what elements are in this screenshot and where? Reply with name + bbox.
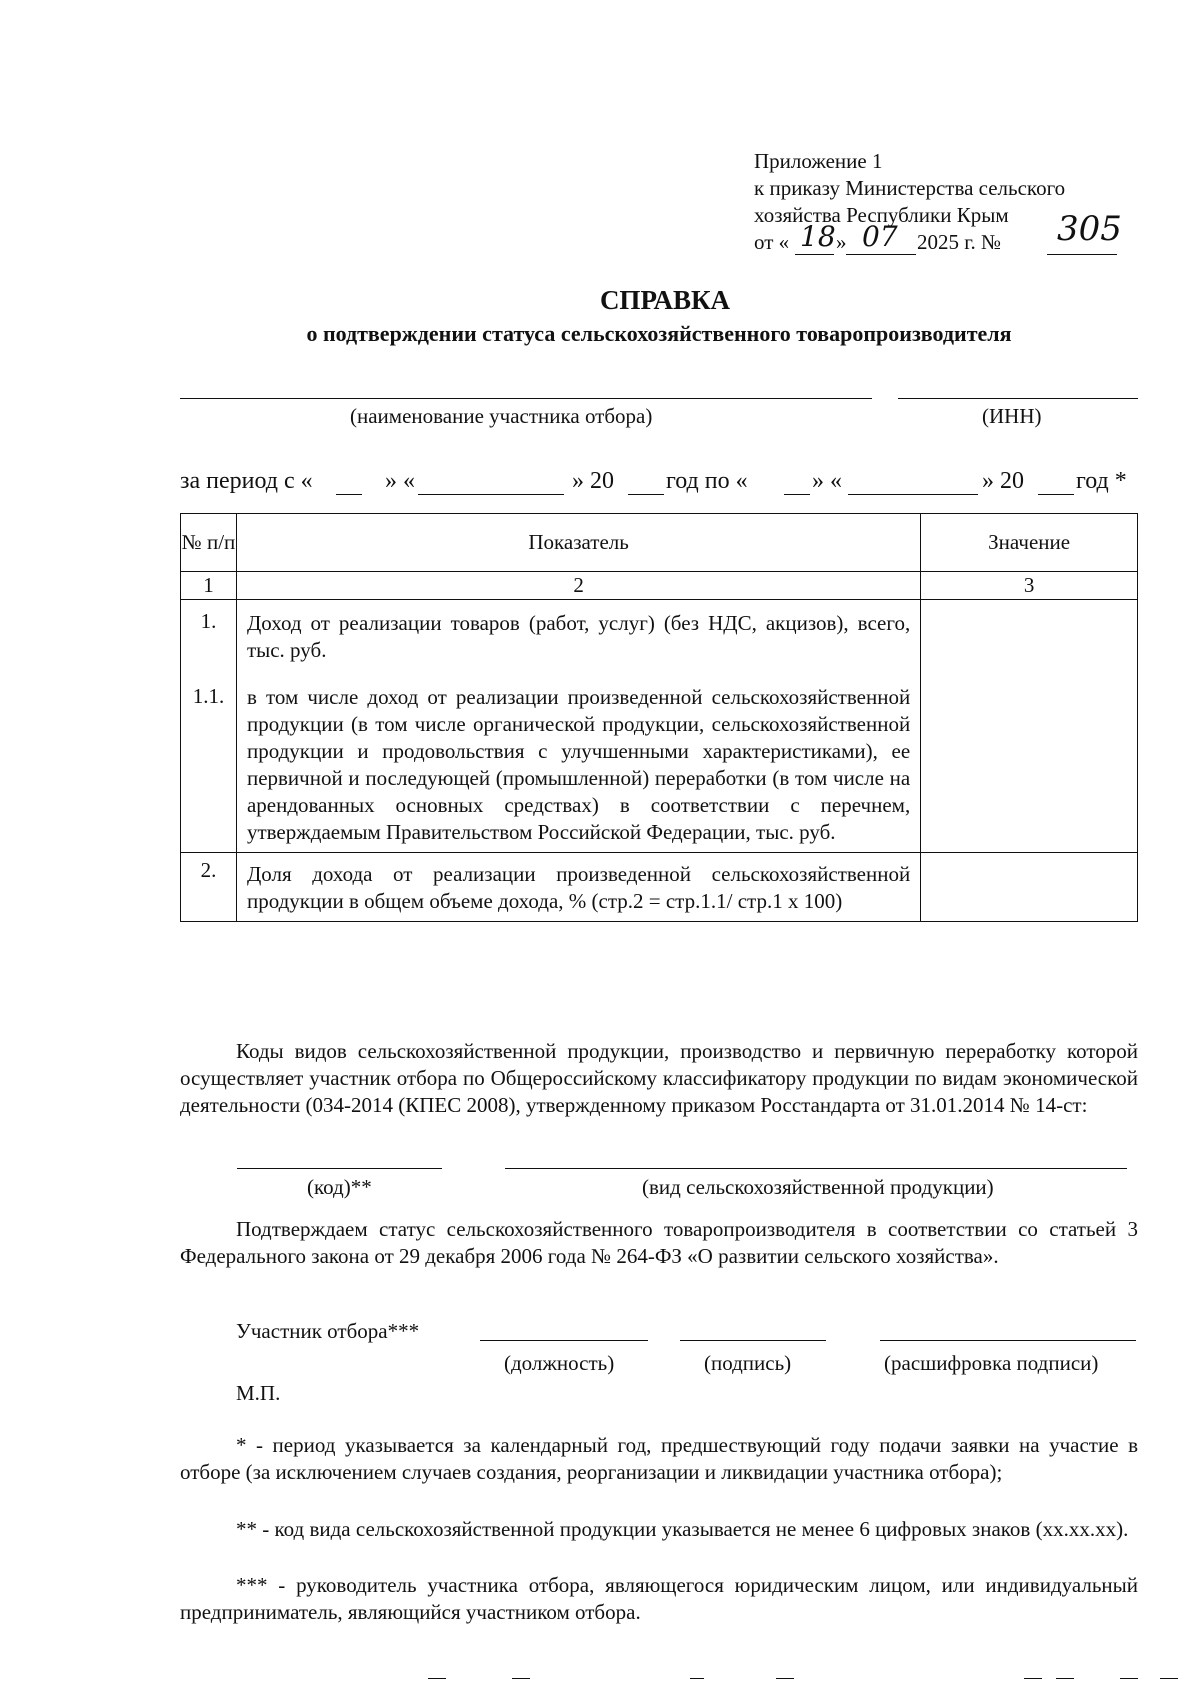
inn-caption: (ИНН)	[982, 404, 1042, 428]
period-year2: » 20	[982, 468, 1024, 494]
confirmation-paragraph: Подтверждаем статус сельскохозяйственного товаропроизводителя в соответствии со статьей 3 Федерального закона от 29 декабря 2006 года № 264-ФЗ «О развитии сельского хозяйства».	[180, 1217, 1138, 1268]
col-num-3: 3	[921, 572, 1138, 600]
header-value: Значение	[921, 514, 1138, 572]
period-sep2: » «	[812, 468, 842, 494]
footnote-2: ** - код вида сельскохозяйственной продукции указывается не менее 6 цифровых знаков (хх.хх.хх).	[236, 1517, 1129, 1541]
indicators-table	[180, 513, 1138, 922]
sign-caption: (подпись)	[704, 1351, 792, 1375]
product-line	[505, 1168, 1127, 1169]
table-header-row	[181, 514, 1138, 572]
date-year: 2025 г. №	[917, 230, 1002, 254]
footnote-3: *** - руководитель участника отбора, являющегося юридическим лицом, или индивидуальный предприниматель, являющийся участником отбора.	[180, 1573, 1138, 1624]
period-line	[180, 466, 1140, 498]
footnote-1: * - период указывается за календарный год, предшествующий году подачи заявки на участие в отборе (за исключением случаев создания, реорганизации и ликвидации участника отбора);	[180, 1433, 1138, 1484]
period-year1: » 20	[572, 468, 614, 494]
period-end: год *	[1076, 468, 1127, 494]
document-title: СПРАВКА	[599, 285, 731, 315]
col-num-2: 2	[236, 572, 920, 600]
row-indicator-text: Доход от реализации товаров (работ, услуг) (без НДС, акцизов), всего, тыс. руб.	[246, 611, 911, 662]
date-prefix: от «	[754, 230, 790, 254]
row-number: 2.	[181, 853, 237, 922]
period-to: год по «	[666, 468, 748, 494]
date-month: 07	[862, 220, 898, 253]
row-number: 1.1.	[192, 684, 225, 708]
table-row	[181, 853, 1138, 922]
col-num-1: 1	[181, 572, 237, 600]
column-number-row	[181, 572, 1138, 600]
order-reference: к приказу Министерства сельского	[754, 176, 1066, 200]
document-subtitle: о подтверждении статуса сельскохозяйственного товаропроизводителя	[306, 321, 1012, 346]
participant-name-line	[180, 398, 872, 399]
row-indicator-text: Доля дохода от реализации произведенной сельскохозяйственной продукции в общем объеме дохода, % (стр.2 = стр.1.1/ стр.1 х 100)	[236, 853, 920, 922]
row-value-cell[interactable]	[921, 600, 1138, 853]
codes-paragraph: Коды видов сельскохозяйственной продукции, производство и первичную переработку которой осуществляет участник отбора по Общероссийскому классификатору продукции по видам экономической деятельности (034-2014 (КПЕС 2008), утвержденному приказом Росстандарта от 31.01.2014 № 14-ст:	[180, 1039, 1138, 1117]
period-from: за период с «	[180, 468, 313, 494]
signature-label: Участник отбора***	[236, 1319, 420, 1343]
row-value-cell[interactable]	[921, 853, 1138, 922]
sign-line	[680, 1340, 826, 1341]
position-line	[480, 1340, 648, 1341]
ministry-name: хозяйства Республики Крым	[754, 203, 1009, 227]
code-line	[237, 1168, 442, 1169]
row-indicator-text: в том числе доход от реализации произведенной сельскохозяйственной продукции (в том числе органической продукции, сельскохозяйственной продукции и продовольствия с улучшенными характеристиками), ее первичной и последующей (промышленной) переработки (в том числе на арендованных основных средствах) в соответствии с перечнем, утверждаемым Правительством Российской Федерации, тыс. руб.	[246, 685, 911, 844]
header-indicator: Показатель	[236, 514, 920, 572]
date-day: 18	[800, 220, 836, 253]
row-number: 1.	[200, 609, 217, 633]
header-num: № п/п	[181, 514, 237, 572]
decode-caption: (расшифровка подписи)	[884, 1351, 1099, 1375]
period-sep1: » «	[385, 468, 415, 494]
date-separator: »	[836, 230, 847, 254]
position-caption: (должность)	[504, 1351, 615, 1375]
order-number: 305	[1057, 209, 1122, 249]
participant-caption: (наименование участника отбора)	[350, 404, 653, 428]
table-row	[181, 600, 1138, 853]
code-caption: (код)**	[307, 1175, 372, 1199]
inn-line	[898, 398, 1138, 399]
decode-line	[880, 1340, 1136, 1341]
product-caption: (вид сельскохозяйственной продукции)	[642, 1175, 994, 1199]
appendix-label: Приложение 1	[754, 149, 883, 173]
stamp-label: М.П.	[236, 1381, 281, 1405]
